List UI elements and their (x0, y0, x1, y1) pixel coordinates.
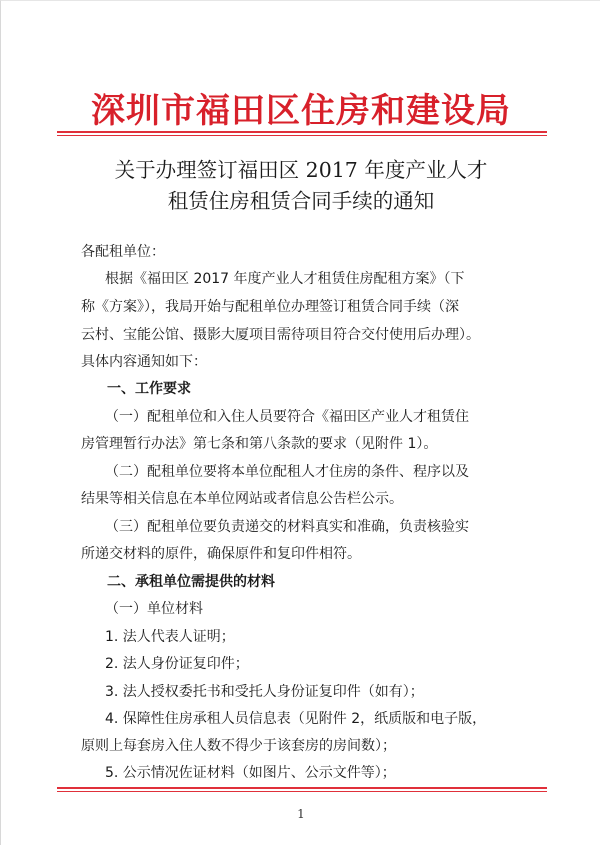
section-heading: 一、工作要求 (107, 381, 191, 397)
notice-title-line-2: 租赁住房租赁合同手续的通知 (167, 189, 435, 213)
list-item: 1. 法人代表人证明； (105, 629, 235, 645)
paragraph-line: 所递交材料的原件，确保原件和复印件相符。 (81, 546, 361, 562)
paragraph-line: 房管理暂行办法》第七条和第八条款的要求（见附件 1）。 (81, 436, 438, 452)
paragraph-line: 根据《福田区 2017 年度产业人才租赁住房配租方案》（下 (105, 271, 465, 287)
page-number: 1 (297, 807, 305, 821)
list-item: 2. 法人身份证复印件； (105, 656, 249, 672)
letterhead-title: 深圳市福田区住房和建设局 (91, 91, 511, 131)
list-item: 4. 保障性住房承租人员信息表（见附件 2，纸质版和电子版， (105, 711, 487, 727)
letterhead-rule-thick (57, 131, 547, 133)
list-item: 3. 法人授权委托书和受托人身份证复印件（如有）； (105, 684, 424, 700)
paragraph-line: （三）配租单位要负责递交的材料真实和准确，负责核验实 (105, 519, 469, 535)
paragraph-line: （二）配租单位要将本单位配租人才住房的条件、程序以及 (105, 464, 469, 480)
list-item: 5. 公示情况佐证材料（如图片、公示文件等）； (105, 765, 396, 781)
notice-title-line-1: 关于办理签订福田区 2017 年度产业人才 (114, 158, 488, 182)
paragraph-line: 称《方案》），我局开始与配租单位办理签订租赁合同手续（深 (81, 299, 459, 315)
letterhead-rule-thin (57, 135, 547, 136)
paragraph-line: 具体内容通知如下： (81, 354, 207, 370)
subsection-heading: （一）单位材料 (105, 601, 203, 617)
footer-rule-thin (57, 791, 547, 792)
paragraph-line: 结果等相关信息在本单位网站或者信息公告栏公示。 (81, 491, 403, 507)
section-heading: 二、承租单位需提供的材料 (107, 574, 275, 590)
footer-rule-thick (57, 787, 547, 789)
paragraph-line: 云村、宝能公馆、摄影大厦项目需待项目符合交付使用后办理）。 (81, 327, 480, 343)
list-item: 原则上每套房入住人数不得少于该套房的房间数）； (81, 738, 396, 754)
paragraph-line: （一）配租单位和入住人员要符合《福田区产业人才租赁住 (105, 409, 469, 425)
salutation: 各配租单位： (81, 244, 165, 260)
